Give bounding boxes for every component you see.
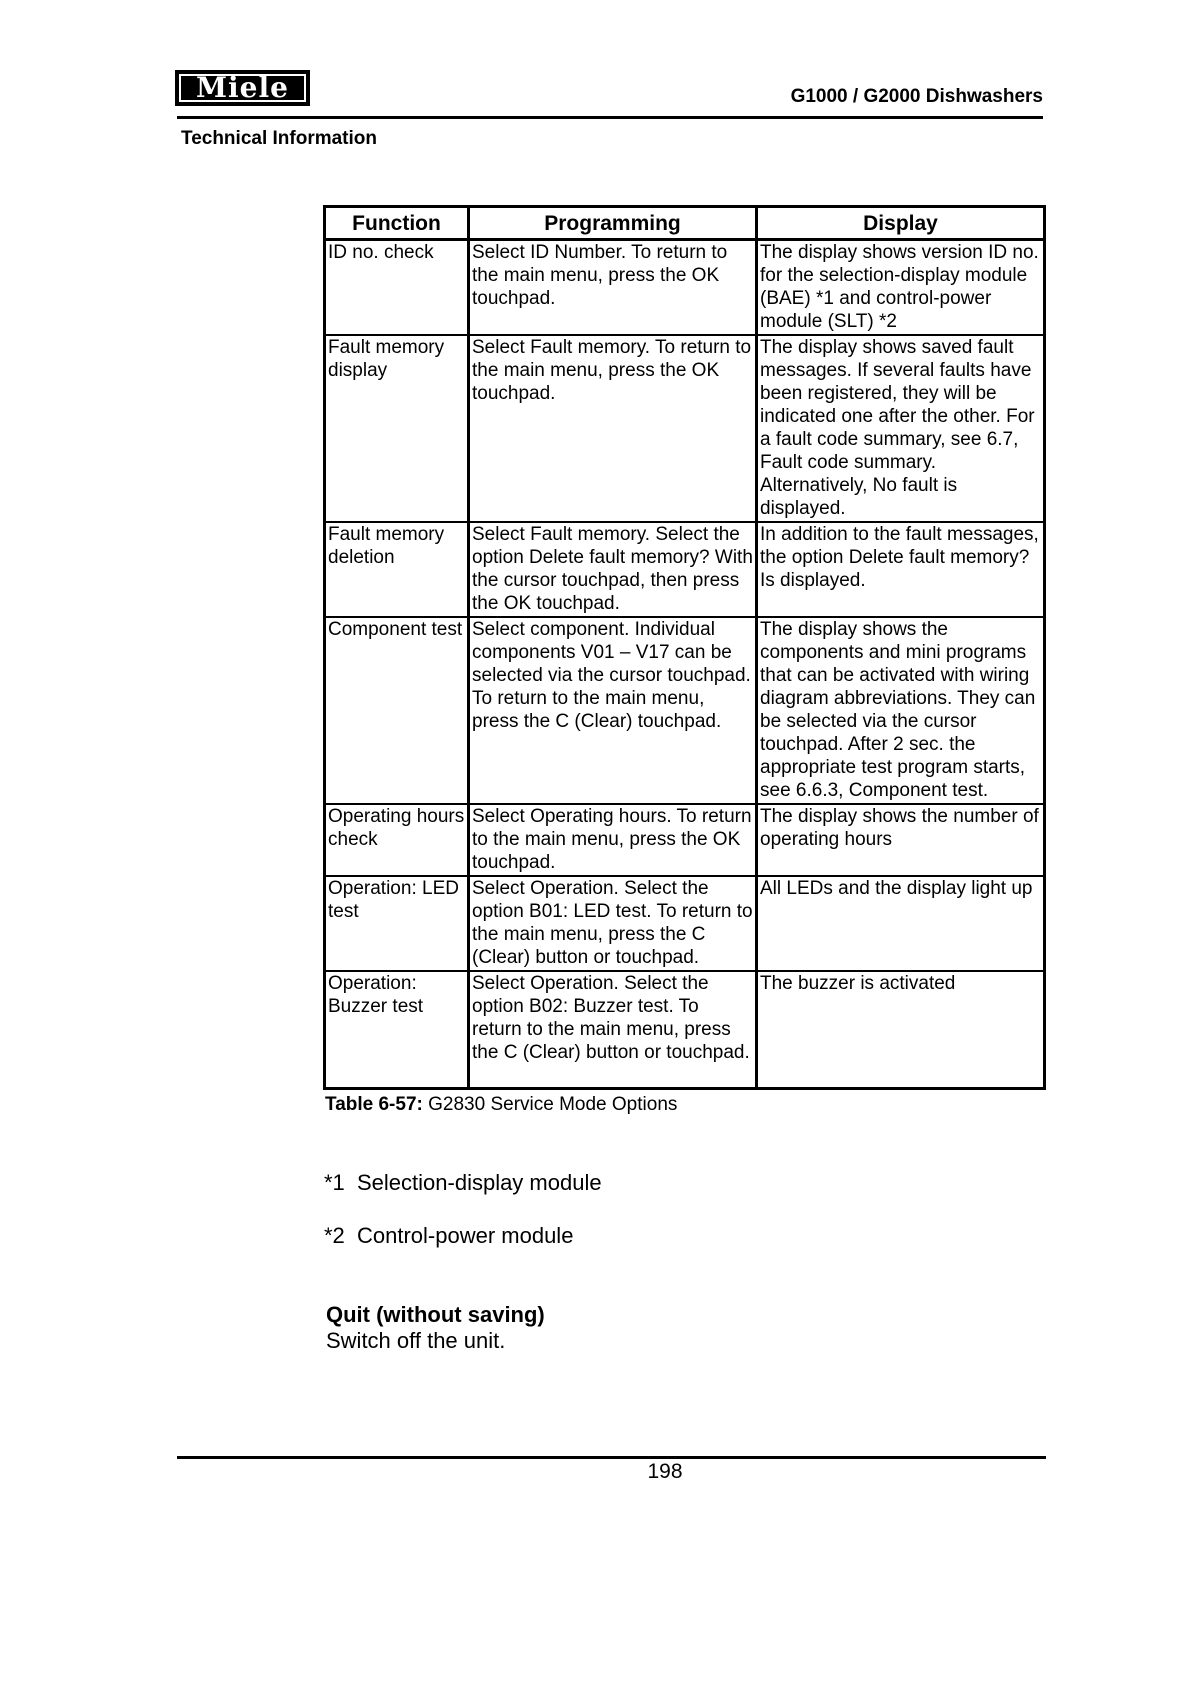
table-caption: [325, 1094, 677, 1116]
footnote-marker: *2: [324, 1223, 345, 1248]
table-row: [325, 876, 1045, 971]
display-cell: All LEDs and the display light up: [757, 876, 1045, 971]
table-row: [325, 971, 1045, 1088]
function-cell: Operation: Buzzer test: [325, 971, 469, 1088]
function-cell: Operating hours check: [325, 804, 469, 876]
display-cell: The display shows the components and mini programs that can be activated with wiring diagram abbreviations. They can be selected via the cursor touchpad. After 2 sec. the appropriate test program starts, see 6.6.3, Component test.: [757, 617, 1045, 804]
service-mode-table: [323, 205, 1046, 1090]
programming-cell: Select component. Individual components V01 – V17 can be selected via the cursor touchpad. To return to the main menu, press the C (Clear) touchpad.: [469, 617, 757, 804]
programming-cell: Select Fault memory. Select the option Delete fault memory? With the cursor touchpad, then press the OK touchpad.: [469, 522, 757, 617]
display-cell: The display shows version ID no. for the selection-display module (BAE) *1 and control-power module (SLT) *2: [757, 240, 1045, 336]
logo-text: Miele: [179, 74, 306, 102]
table-header-row: [325, 207, 1045, 240]
display-cell: The display shows the number of operating hours: [757, 804, 1045, 876]
table-row: [325, 522, 1045, 617]
document-title: G1000 / G2000 Dishwashers: [790, 86, 1043, 107]
table-caption-text: G2830 Service Mode Options: [428, 1094, 678, 1115]
function-cell: ID no. check: [325, 240, 469, 336]
quit-instruction: Switch off the unit.: [326, 1328, 506, 1353]
function-cell: Fault memory display: [325, 335, 469, 522]
miele-logo: [175, 70, 310, 106]
programming-cell: Select Fault memory. To return to the main menu, press the OK touchpad.: [469, 335, 757, 522]
column-header-function: Function: [325, 207, 469, 240]
function-cell: Fault memory deletion: [325, 522, 469, 617]
display-cell: In addition to the fault messages, the option Delete fault memory? Is displayed.: [757, 522, 1045, 617]
footnote-text: Control-power module: [357, 1223, 574, 1248]
footer-divider: [177, 1456, 1046, 1459]
column-header-programming: Programming: [469, 207, 757, 240]
table-row: [325, 240, 1045, 336]
table-row: [325, 617, 1045, 804]
footnote: [324, 1170, 602, 1196]
programming-cell: Select Operation. Select the option B02: Buzzer test. To return to the main menu, press the C (Clear) button or touchpad.: [469, 971, 757, 1088]
display-cell: The buzzer is activated: [757, 971, 1045, 1088]
programming-cell: Select Operating hours. To return to the main menu, press the OK touchpad.: [469, 804, 757, 876]
quit-heading: Quit (without saving): [326, 1302, 545, 1327]
function-cell: Operation: LED test: [325, 876, 469, 971]
footnote: [324, 1223, 573, 1249]
programming-cell: Select Operation. Select the option B01: LED test. To return to the main menu, press the C (Clear) button or touchpad.: [469, 876, 757, 971]
display-cell: The display shows saved fault messages. If several faults have been registered, they will be indicated one after the other. For a fault code summary, see 6.7, Fault code summary. Alternatively, No fault is displayed.: [757, 335, 1045, 522]
footnote-text: Selection-display module: [357, 1170, 602, 1195]
section-label: Technical Information: [181, 128, 378, 149]
table-row: [325, 335, 1045, 522]
programming-cell: Select ID Number. To return to the main menu, press the OK touchpad.: [469, 240, 757, 336]
footnote-marker: *1: [324, 1170, 345, 1195]
page-number: 198: [647, 1460, 683, 1483]
table-caption-label: Table 6-57:: [325, 1094, 423, 1115]
function-cell: Component test: [325, 617, 469, 804]
table-row: [325, 804, 1045, 876]
column-header-display: Display: [757, 207, 1045, 240]
header-divider: [177, 116, 1043, 119]
